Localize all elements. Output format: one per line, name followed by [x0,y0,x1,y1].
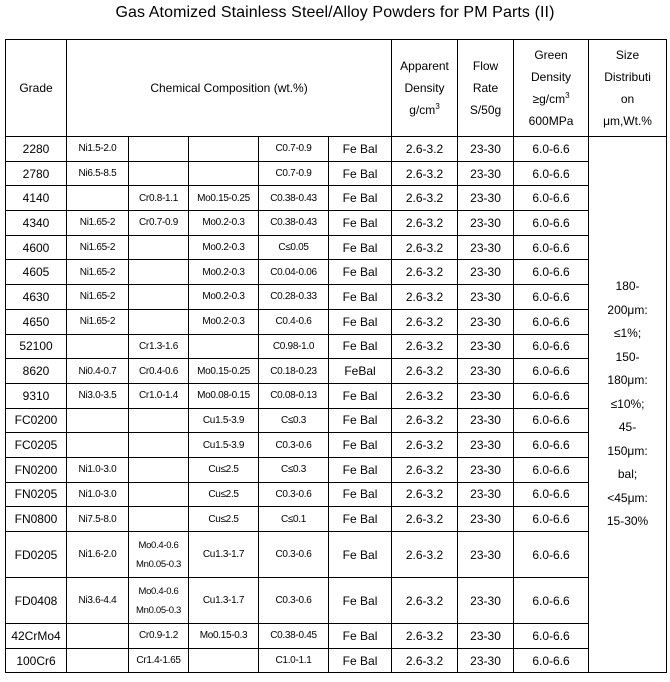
composition-mo-cu-cell: Mo0.2-0.3 [189,285,259,310]
composition-c-cell: C0.3-0.6 [259,482,329,507]
green-density-cell: 6.0-6.6 [514,260,589,285]
composition-ni-cell: Ni3.6-4.4 [67,578,129,624]
flow-rate-cell: 23-30 [458,285,514,310]
composition-cr-cell: Cr1.4-1.65 [129,648,189,673]
flow-rate-cell: 23-30 [458,482,514,507]
table-row [6,578,667,624]
composition-cr-cell: Cr0.4-0.6 [129,359,189,384]
composition-c-cell: C≤0.3 [259,457,329,482]
composition-ni-cell [67,433,129,458]
composition-fe-cell: Fe Bal [329,457,392,482]
apparent-density-cell: 2.6-3.2 [392,532,458,578]
header-size-distribution: Size Distributi on μm,Wt.% [589,40,667,137]
composition-mo-cu-cell: Mo0.15-0.25 [189,359,259,384]
composition-ni-cell [67,648,129,673]
composition-fe-cell: Fe Bal [329,383,392,408]
apparent-density-cell: 2.6-3.2 [392,482,458,507]
table-row [6,235,667,260]
composition-ni-cell [67,186,129,211]
composition-ni-cell [67,334,129,359]
composition-fe-cell: Fe Bal [329,235,392,260]
composition-mo-cu-cell: Cu1.5-3.9 [189,408,259,433]
composition-fe-cell: Fe Bal [329,532,392,578]
composition-ni-cell: Ni1.0-3.0 [67,482,129,507]
grade-cell: FC0200 [6,408,67,433]
flow-rate-cell: 23-30 [458,334,514,359]
composition-mo-cu-cell: Mo0.2-0.3 [189,260,259,285]
composition-mo-cu-cell [189,334,259,359]
composition-c-cell: C1.0-1.1 [259,648,329,673]
green-density-cell: 6.0-6.6 [514,648,589,673]
composition-c-cell: C0.3-0.6 [259,433,329,458]
composition-c-cell: C0.38-0.45 [259,624,329,649]
grade-cell: FN0205 [6,482,67,507]
flow-rate-cell: 23-30 [458,211,514,236]
green-density-cell: 6.0-6.6 [514,309,589,334]
table-row [6,161,667,186]
apparent-density-cell: 2.6-3.2 [392,648,458,673]
green-density-cell: 6.0-6.6 [514,482,589,507]
composition-ni-cell: Ni1.65-2 [67,309,129,334]
green-density-cell: 6.0-6.6 [514,235,589,260]
apparent-density-cell: 2.6-3.2 [392,309,458,334]
composition-ni-cell [67,624,129,649]
table-row [6,532,667,578]
composition-fe-cell: Fe Bal [329,161,392,186]
composition-cr-cell [129,137,189,162]
green-density-cell: 6.0-6.6 [514,334,589,359]
flow-rate-cell: 23-30 [458,433,514,458]
apparent-density-cell: 2.6-3.2 [392,457,458,482]
composition-ni-cell: Ni1.65-2 [67,211,129,236]
flow-rate-cell: 23-30 [458,457,514,482]
green-density-cell: 6.0-6.6 [514,359,589,384]
composition-cr-cell: Cr0.7-0.9 [129,211,189,236]
composition-c-cell: C0.4-0.6 [259,309,329,334]
composition-fe-cell: Fe Bal [329,408,392,433]
table-row [6,648,667,673]
composition-cr-cell [129,433,189,458]
flow-rate-cell: 23-30 [458,648,514,673]
header-grade: Grade [6,40,67,137]
green-density-cell: 6.0-6.6 [514,578,589,624]
composition-c-cell: C0.04-0.06 [259,260,329,285]
grade-cell: 9310 [6,383,67,408]
composition-mo-cu-cell: Cu≤2.5 [189,482,259,507]
composition-c-cell: C≤0.3 [259,408,329,433]
composition-cr-cell [129,482,189,507]
apparent-density-cell: 2.6-3.2 [392,235,458,260]
composition-fe-cell: Fe Bal [329,624,392,649]
composition-ni-cell: Ni7.5-8.0 [67,507,129,532]
composition-cr-cell [129,507,189,532]
apparent-density-cell: 2.6-3.2 [392,578,458,624]
flow-rate-cell: 23-30 [458,383,514,408]
apparent-density-cell: 2.6-3.2 [392,408,458,433]
green-density-cell: 6.0-6.6 [514,408,589,433]
flow-rate-cell: 23-30 [458,161,514,186]
apparent-density-cell: 2.6-3.2 [392,260,458,285]
composition-ni-cell: Ni1.6-2.0 [67,532,129,578]
composition-c-cell: C0.3-0.6 [259,532,329,578]
composition-c-cell: C0.3-0.6 [259,578,329,624]
composition-cr-cell [129,161,189,186]
composition-mo-cu-cell: Cu≤2.5 [189,457,259,482]
flow-rate-cell: 23-30 [458,624,514,649]
composition-c-cell: C0.08-0.13 [259,383,329,408]
table-row [6,433,667,458]
green-density-cell: 6.0-6.6 [514,457,589,482]
green-density-cell: 6.0-6.6 [514,383,589,408]
header-flow-rate: Flow Rate S/50g [458,40,514,137]
composition-mo-cu-cell: Cu≤2.5 [189,507,259,532]
table-row [6,137,667,162]
composition-ni-cell: Ni1.65-2 [67,235,129,260]
table-row [6,309,667,334]
flow-rate-cell: 23-30 [458,507,514,532]
composition-c-cell: C0.7-0.9 [259,137,329,162]
composition-mo-mn-cell: Mo0.4-0.6 Mn0.05-0.3 [129,532,189,578]
composition-mo-cu-cell: Mo0.2-0.3 [189,211,259,236]
flow-rate-cell: 23-30 [458,578,514,624]
apparent-density-cell: 2.6-3.2 [392,433,458,458]
green-density-cell: 6.0-6.6 [514,285,589,310]
composition-fe-cell: Fe Bal [329,578,392,624]
composition-cr-cell [129,235,189,260]
green-density-cell: 6.0-6.6 [514,211,589,236]
apparent-density-cell: 2.6-3.2 [392,137,458,162]
composition-cr-cell [129,309,189,334]
apparent-density-cell: 2.6-3.2 [392,334,458,359]
grade-cell: 100Cr6 [6,648,67,673]
green-density-cell: 6.0-6.6 [514,186,589,211]
grade-cell: FN0200 [6,457,67,482]
composition-ni-cell [67,408,129,433]
composition-mo-cu-cell: Mo0.15-0.25 [189,186,259,211]
flow-rate-cell: 23-30 [458,137,514,162]
apparent-density-cell: 2.6-3.2 [392,285,458,310]
composition-mo-mn-cell: Mo0.4-0.6 Mn0.05-0.3 [129,578,189,624]
composition-ni-cell: Ni1.0-3.0 [67,457,129,482]
composition-ni-cell: Ni0.4-0.7 [67,359,129,384]
composition-c-cell: C0.38-0.43 [259,211,329,236]
composition-mo-cu-cell [189,648,259,673]
table-row [6,482,667,507]
grade-cell: FD0408 [6,578,67,624]
header-composition: Chemical Composition (wt.%) [67,40,392,137]
grade-cell: 2280 [6,137,67,162]
table-row [6,624,667,649]
composition-fe-cell: Fe Bal [329,137,392,162]
grade-cell: 4605 [6,260,67,285]
composition-ni-cell: Ni1.65-2 [67,285,129,310]
composition-mo-cu-cell: Mo0.15-0.3 [189,624,259,649]
flow-rate-cell: 23-30 [458,359,514,384]
composition-fe-cell: Fe Bal [329,309,392,334]
composition-ni-cell: Ni3.0-3.5 [67,383,129,408]
composition-mo-cu-cell: Mo0.2-0.3 [189,309,259,334]
apparent-density-cell: 2.6-3.2 [392,161,458,186]
composition-c-cell: C0.28-0.33 [259,285,329,310]
composition-fe-cell: Fe Bal [329,211,392,236]
composition-mo-cu-cell: Mo0.2-0.3 [189,235,259,260]
table-row [6,285,667,310]
grade-cell: FC0205 [6,433,67,458]
green-density-cell: 6.0-6.6 [514,137,589,162]
grade-cell: 42CrMo4 [6,624,67,649]
composition-cr-cell [129,260,189,285]
flow-rate-cell: 23-30 [458,260,514,285]
composition-mo-cu-cell: Mo0.08-0.15 [189,383,259,408]
apparent-density-cell: 2.6-3.2 [392,359,458,384]
apparent-density-cell: 2.6-3.2 [392,186,458,211]
composition-mo-cu-cell: Cu1.3-1.7 [189,532,259,578]
grade-cell: 2780 [6,161,67,186]
table-row [6,383,667,408]
header-row [6,40,667,137]
grade-cell: 4650 [6,309,67,334]
composition-mo-cu-cell: Cu1.5-3.9 [189,433,259,458]
green-density-cell: 6.0-6.6 [514,507,589,532]
green-density-cell: 6.0-6.6 [514,161,589,186]
table-row [6,211,667,236]
table-row [6,359,667,384]
composition-cr-cell: Cr0.9-1.2 [129,624,189,649]
composition-fe-cell: Fe Bal [329,433,392,458]
table-row [6,408,667,433]
grade-cell: 4140 [6,186,67,211]
grade-cell: 52100 [6,334,67,359]
flow-rate-cell: 23-30 [458,532,514,578]
table-row [6,186,667,211]
flow-rate-cell: 23-30 [458,408,514,433]
grade-cell: 4600 [6,235,67,260]
header-apparent-density: Apparent Density $g/cm^3$ [392,40,458,137]
page-title: Gas Atomized Stainless Steel/Alloy Powders for PM Parts (II) [115,4,555,21]
composition-fe-cell: Fe Bal [329,507,392,532]
table-row [6,260,667,285]
composition-mo-cu-cell [189,161,259,186]
green-density-cell: 6.0-6.6 [514,624,589,649]
composition-ni-cell: Ni6.5-8.5 [67,161,129,186]
powder-spec-table [5,39,667,673]
composition-cr-cell [129,408,189,433]
composition-ni-cell: Ni1.5-2.0 [67,137,129,162]
flow-rate-cell: 23-30 [458,309,514,334]
composition-fe-cell: Fe Bal [329,260,392,285]
apparent-density-cell: 2.6-3.2 [392,383,458,408]
flow-rate-cell: 23-30 [458,186,514,211]
composition-mo-cu-cell: Cu1.3-1.7 [189,578,259,624]
table-row [6,334,667,359]
composition-c-cell: C0.38-0.43 [259,186,329,211]
grade-cell: FD0205 [6,532,67,578]
composition-ni-cell: Ni1.65-2 [67,260,129,285]
grade-cell: 8620 [6,359,67,384]
composition-fe-cell: Fe Bal [329,285,392,310]
composition-fe-cell: FeBal [329,359,392,384]
apparent-density-cell: 2.6-3.2 [392,211,458,236]
composition-c-cell: C0.7-0.9 [259,161,329,186]
composition-mo-cu-cell [189,137,259,162]
grade-cell: 4630 [6,285,67,310]
table-row [6,457,667,482]
size-distribution-cell: 180- 200μm: ≤1%; 150- 180μm: ≤10%; 45- 150μm: bal; <45μm: 15-30% [589,137,667,673]
green-density-cell: 6.0-6.6 [514,433,589,458]
composition-cr-cell: Cr1.3-1.6 [129,334,189,359]
composition-c-cell: C0.18-0.23 [259,359,329,384]
composition-c-cell: C≤0.1 [259,507,329,532]
composition-cr-cell [129,457,189,482]
composition-cr-cell: Cr1.0-1.4 [129,383,189,408]
header-green-density: Green Density $\ge g/cm^3$ 600MPa [514,40,589,137]
grade-cell: FN0800 [6,507,67,532]
grade-cell: 4340 [6,211,67,236]
composition-c-cell: C0.98-1.0 [259,334,329,359]
flow-rate-cell: 23-30 [458,235,514,260]
composition-cr-cell [129,285,189,310]
apparent-density-cell: 2.6-3.2 [392,624,458,649]
apparent-density-cell: 2.6-3.2 [392,507,458,532]
composition-fe-cell: Fe Bal [329,482,392,507]
composition-c-cell: C≤0.05 [259,235,329,260]
composition-fe-cell: Fe Bal [329,186,392,211]
composition-fe-cell: Fe Bal [329,648,392,673]
green-density-cell: 6.0-6.6 [514,532,589,578]
composition-cr-cell: Cr0.8-1.1 [129,186,189,211]
table-row [6,507,667,532]
composition-fe-cell: Fe Bal [329,334,392,359]
